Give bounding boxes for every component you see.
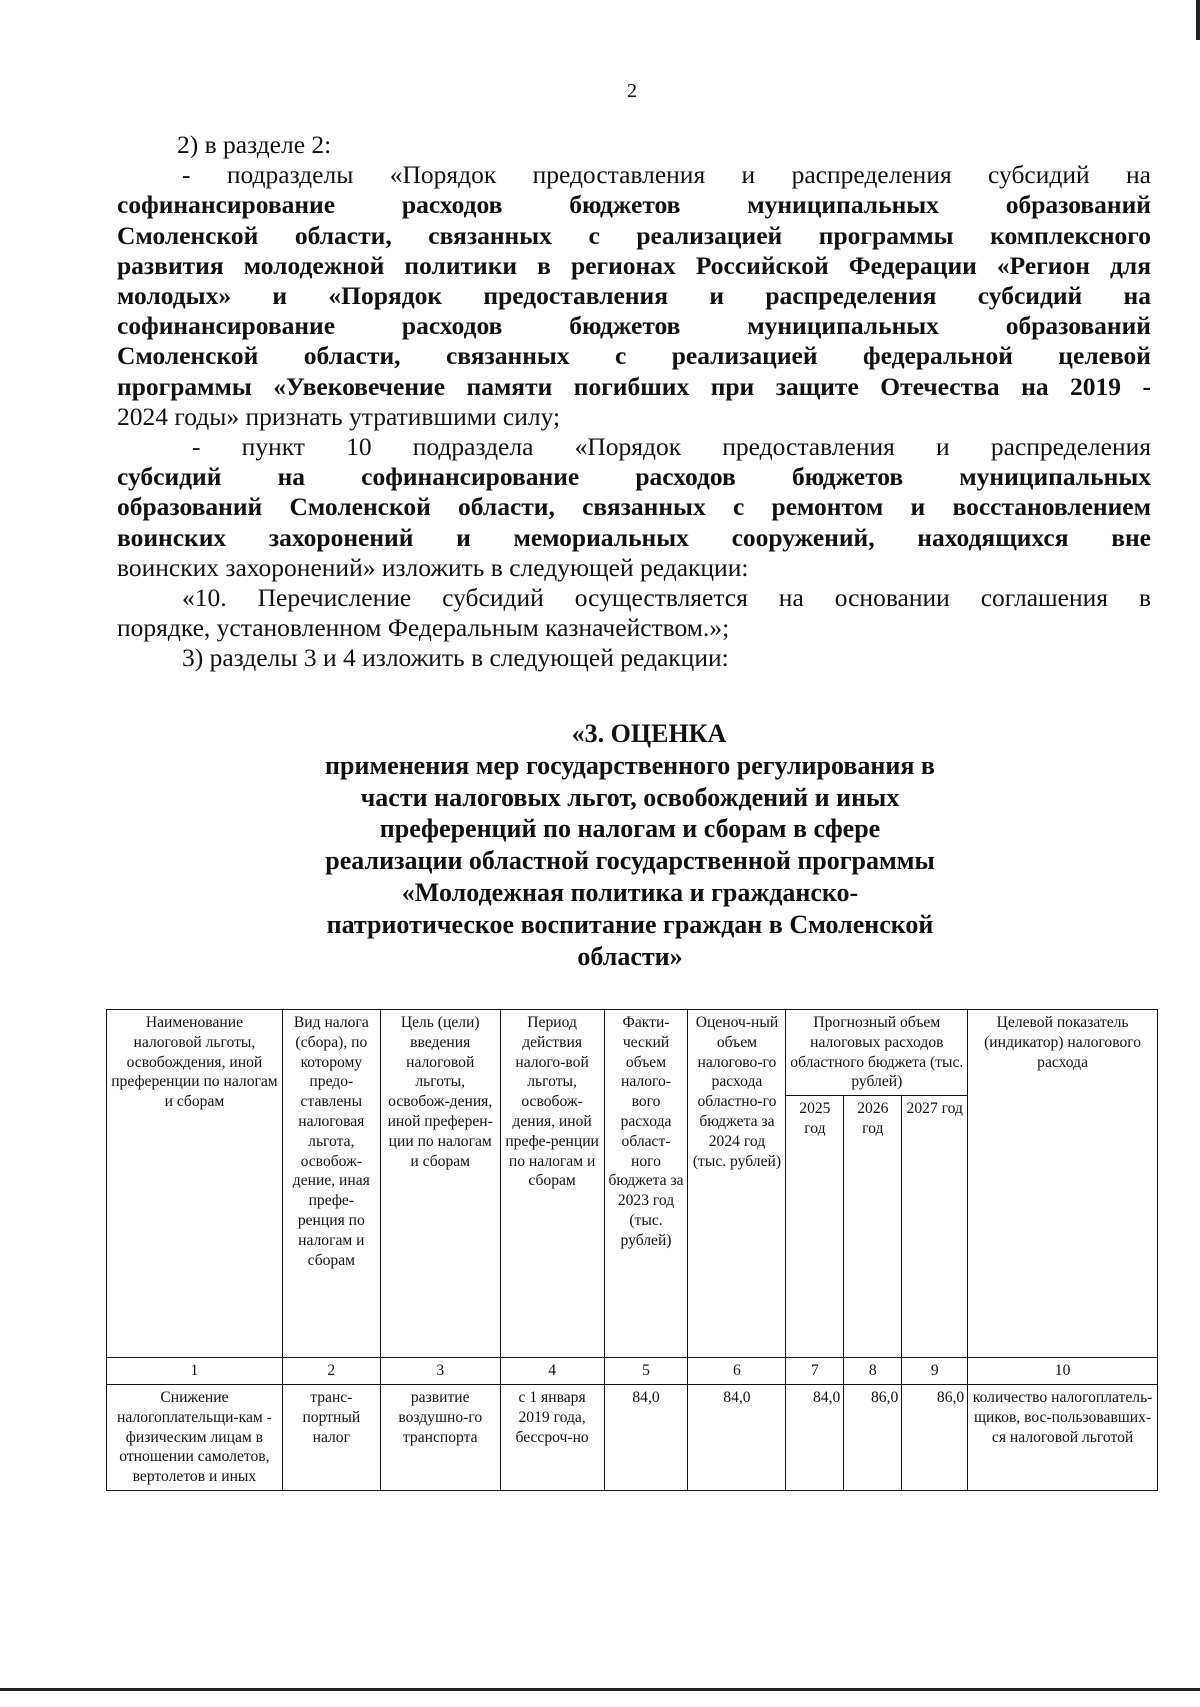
table-row <box>107 1384 1158 1490</box>
cell-period: с 1 января 2019 года, бессроч-но <box>500 1384 604 1490</box>
column-number: 8 <box>844 1358 902 1385</box>
cell-goal: развитие воздушно-го транспорта <box>380 1384 500 1490</box>
heading-line: области» <box>577 941 683 971</box>
column-number: 10 <box>968 1358 1158 1385</box>
column-number: 7 <box>786 1358 844 1385</box>
cell-tax-type: транс-портный налог <box>282 1384 380 1490</box>
column-number: 2 <box>282 1358 380 1385</box>
header-2027: 2027 год <box>902 1096 968 1358</box>
paragraph-subsections <box>117 160 1151 432</box>
header-fact-2023: Факти-ческий объем налого-вого расхода област-ного бюджета за 2023 год (тыс. рублей) <box>604 1010 688 1358</box>
header-goal: Цель (цели) введения налоговой льготы, освобож-дения, иной преферен-ции по налогам и сборам <box>380 1010 500 1358</box>
column-number: 1 <box>107 1358 283 1385</box>
heading-line: применения мер государственного регулирования в <box>325 750 935 780</box>
text-line: «10. Перечисление субсидий осуществляется на основании соглашения в <box>182 583 1151 613</box>
header-tax-type: Вид налога (сбора), по которому предо-ставлены налоговая льгота, освобож-дение, иная префе-ренция по налогам и сборам <box>282 1010 380 1358</box>
cell-forecast-2025: 84,0 <box>786 1384 844 1490</box>
cell-indicator: количество налогоплатель-щиков, вос-пользовавших-ся налоговой льготой <box>968 1384 1158 1490</box>
column-number: 4 <box>500 1358 604 1385</box>
text-line: Смоленской области, связанных с реализацией программы комплексного <box>117 220 1151 250</box>
header-2025: 2025 год <box>786 1096 844 1358</box>
scan-edge-right <box>1196 0 1200 40</box>
column-number: 6 <box>688 1358 786 1385</box>
cell-forecast-2027: 86,0 <box>902 1384 968 1490</box>
heading-title: «3. ОЦЕНКА <box>571 719 727 748</box>
text-line: программы «Увековечение памяти погибших при защите Отечества на 2019 - <box>117 371 1151 401</box>
text-line: развития молодежной политики в регионах Российской Федерации «Регион для <box>117 250 1151 280</box>
heading-line: реализации областной государственной программы <box>325 846 935 876</box>
header-name: Наименование налоговой льготы, освобождения, иной преференции по налогам и сборам <box>107 1010 283 1358</box>
paragraph-sections-3-4: 3) разделы 3 и 4 изложить в следующей редакции: <box>182 643 729 673</box>
cell-name: Снижение налогоплательщи-кам - физическим лицам в отношении самолетов, вертолетов и иных <box>107 1384 283 1490</box>
text-line: молодых» и «Порядок предоставления и распределения субсидий на <box>117 281 1151 311</box>
text-line: - пункт 10 подраздела «Порядок предоставления и распределения <box>192 432 1151 462</box>
header-period: Период действия налого-вой льготы, освобож-дения, иной префе-ренции по налогам и сборам <box>500 1010 604 1358</box>
text-line: 2024 годы» признать утратившими силу; <box>117 401 561 431</box>
paragraph-section-2: 2) в разделе 2: <box>177 130 332 159</box>
paragraph-quote-10 <box>117 583 1151 643</box>
column-number: 9 <box>902 1358 968 1385</box>
column-number-row <box>107 1358 1158 1385</box>
tax-expenditure-table <box>106 1009 1158 1491</box>
cell-estimate-2024: 84,0 <box>688 1384 786 1490</box>
text-line: воинских захоронений» изложить в следующей редакции: <box>117 552 749 582</box>
heading-line: преференций по налогам и сборам в сфере <box>379 814 881 844</box>
cell-forecast-2026: 86,0 <box>844 1384 902 1490</box>
header-estimate-2024: Оценоч-ный объем налогово-го расхода областно-го бюджета за 2024 год (тыс. рублей) <box>688 1010 786 1358</box>
text-line: образований Смоленской области, связанных с ремонтом и восстановлением <box>117 492 1151 522</box>
page-number: 2 <box>627 80 637 102</box>
scan-edge-bottom <box>0 1688 1200 1691</box>
text-line: порядке, установленном Федеральным казначейством.»; <box>117 613 730 643</box>
section-heading <box>250 718 1010 972</box>
document-body <box>117 130 1151 674</box>
header-2026: 2026 год <box>844 1096 902 1358</box>
cell-fact-2023: 84,0 <box>604 1384 688 1490</box>
paragraph-point-10 <box>117 432 1151 583</box>
column-number: 5 <box>604 1358 688 1385</box>
header-forecast: Прогнозный объем налоговых расходов областного бюджета (тыс. рублей) <box>786 1010 968 1096</box>
text-line: софинансирование расходов бюджетов муниципальных образований <box>117 311 1151 341</box>
text-line: Смоленской области, связанных с реализацией федеральной целевой <box>117 341 1151 371</box>
heading-line: части налоговых льгот, освобождений и иных <box>360 782 900 812</box>
heading-line: патриотическое воспитание граждан в Смоленской <box>326 909 934 939</box>
header-indicator: Целевой показатель (индикатор) налогового расхода <box>968 1010 1158 1358</box>
text-line: - подразделы «Порядок предоставления и распределения субсидий на <box>182 160 1151 190</box>
column-number: 3 <box>380 1358 500 1385</box>
heading-line: «Молодежная политика и гражданско- <box>401 877 859 907</box>
text-line: воинских захоронений и мемориальных сооружений, находящихся вне <box>117 522 1151 552</box>
text-line: субсидий на софинансирование расходов бюджетов муниципальных <box>117 462 1151 492</box>
text-line: софинансирование расходов бюджетов муниципальных образований <box>117 190 1151 220</box>
